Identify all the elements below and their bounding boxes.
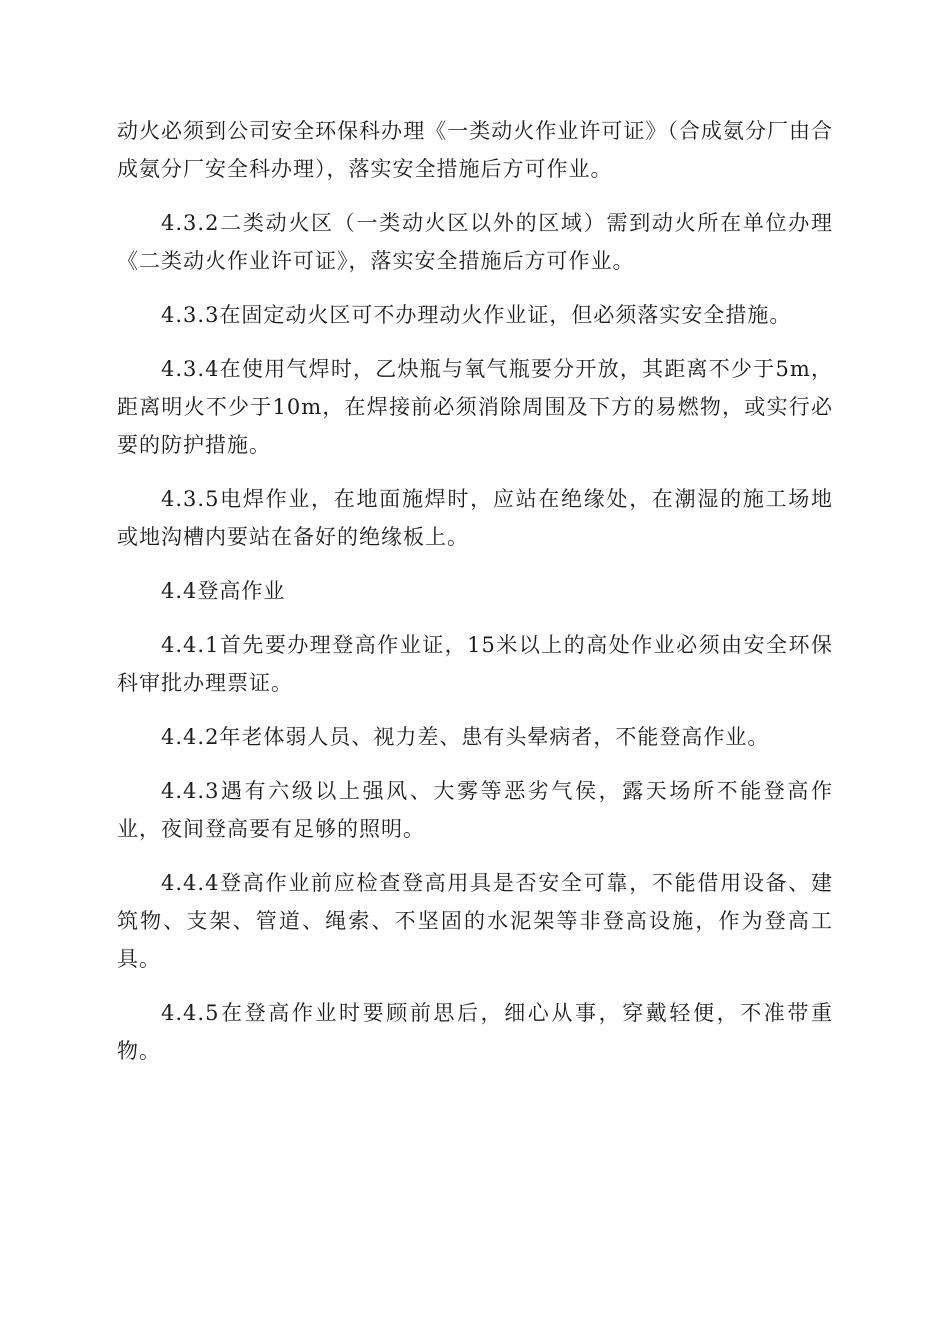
section-heading-4-4: 4.4登高作业 [161,579,286,603]
paragraph-4-4-5: 4.4.5在登高作业时要顾前思后，细心从事，穿戴轻便，不准带重物。 [117,1001,833,1063]
paragraph-4-4-1: 4.4.1首先要办理登高作业证，15米以上的高处作业必须由安全环保科审批办理票证。 [117,633,833,695]
paragraph-4-3-2: 4.3.2二类动火区（一类动火区以外的区域）需到动火所在单位办理《二类动火作业许可证》，落实安全措施后方可作业。 [117,211,833,273]
paragraph-4-4-3: 4.4.3遇有六级以上强风、大雾等恶劣气侯，露天场所不能登高作业，夜间登高要有足够的照明。 [117,779,833,841]
document-body [117,112,833,1086]
paragraph-continuation: 动火必须到公司安全环保科办理《一类动火作业许可证》（合成氨分厂由合成氨分厂安全科办理），落实安全措施后方可作业。 [117,119,833,181]
paragraph-4-3-3: 4.3.3在固定动火区可不办理动火作业证，但必须落实安全措施。 [161,303,792,327]
paragraph-4-3-5: 4.3.5电焊作业，在地面施焊时，应站在绝缘处，在潮湿的施工场地或地沟槽内要站在备好的绝缘板上。 [117,487,833,549]
paragraph-4-4-2: 4.4.2年老体弱人员、视力差、患有头晕病者，不能登高作业。 [161,725,770,749]
paragraph-4-3-4: 4.3.4在使用气焊时，乙炔瓶与氧气瓶要分开放，其距离不少于5m，距离明火不少于10m，在焊接前必须消除周围及下方的易燃物，或实行必要的防护措施。 [117,357,833,457]
paragraph-4-4-4: 4.4.4登高作业前应检查登高用具是否安全可靠，不能借用设备、建筑物、支架、管道、绳索、不坚固的水泥架等非登高设施，作为登高工具。 [117,871,833,971]
